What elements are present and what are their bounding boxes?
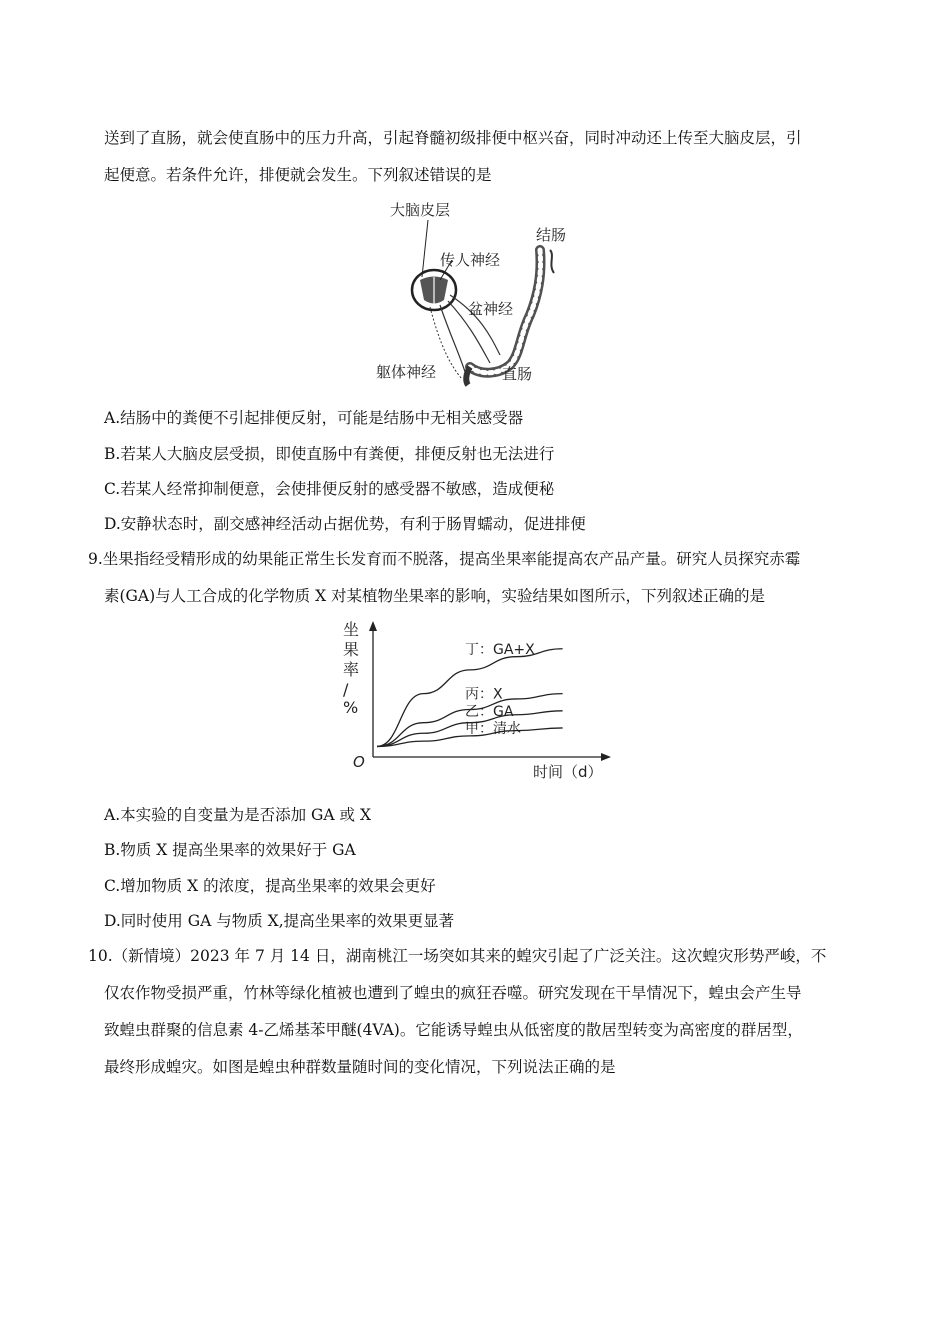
- x-axis-arrow: [601, 753, 611, 761]
- label-colon: 结肠: [536, 226, 567, 244]
- q10-stem-line-4: 最终形成蝗灾。如图是蝗虫种群数量随时间的变化情况，下列说法正确的是: [104, 1058, 616, 1076]
- y-axis-label-char-3: 率: [343, 660, 360, 679]
- q8-stem-line-2: 起便意。若条件允许，排便就会发生。下列叙述错误的是: [104, 166, 492, 184]
- label-rectum: 直肠: [502, 365, 533, 383]
- q8-option-b: B.若某人大脑皮层受损，即使直肠中有粪便，排便反射也无法进行: [104, 445, 555, 463]
- series-label-3: 甲：清水: [465, 720, 521, 737]
- q8-option-c: C.若某人经常抑制便意，会使排便反射的感受器不敏感，造成便秘: [104, 480, 555, 498]
- label-pelvic-nerve: 盆神经: [468, 300, 514, 318]
- x-axis-label: 时间（d）: [533, 763, 603, 781]
- q9-option-a: A.本实验的自变量为是否添加 GA 或 X: [104, 806, 372, 824]
- fruit-set-rate-chart: [325, 615, 625, 785]
- label-somatic-nerve: 躯体神经: [376, 363, 437, 381]
- origin-label: O: [353, 753, 365, 771]
- somatic-nerve-line: [440, 305, 466, 375]
- q10-stem-line-3: 致蝗虫群聚的信息素 4-乙烯基苯甲醚(4VA)。它能诱导蝗虫从低密度的散居型转变为高密度的群居型，: [104, 1021, 803, 1039]
- y-axis-arrow: [369, 621, 377, 631]
- q9-option-d: D.同时使用 GA 与物质 X,提高坐果率的效果更显著: [104, 912, 455, 930]
- q9-option-b: B.物质 X 提高坐果率的效果好于 GA: [104, 841, 356, 859]
- label-afferent-nerve: 传人神经: [440, 251, 501, 269]
- series-label-1: 丙：X: [465, 686, 503, 703]
- y-axis-label-char-1: 坐: [343, 620, 360, 639]
- y-axis-label-char-2: 果: [343, 640, 360, 659]
- q10-stem-line-1: 10.（新情境）2023 年 7 月 14 日，湖南桃江一场突如其来的蝗灾引起了广泛关注。这次蝗灾形势严峻，不: [88, 947, 827, 965]
- q8-option-a: A.结肠中的粪便不引起排便反射，可能是结肠中无相关感受器: [104, 409, 524, 427]
- defecation-reflex-diagram: [370, 195, 590, 390]
- q9-stem-line-2: 素(GA)与人工合成的化学物质 X 对某植物坐果率的影响，实验结果如图所示，下列叙述正确的是: [104, 587, 766, 605]
- q8-option-d: D.安静状态时，副交感神经活动占据优势，有利于肠胃蠕动，促进排便: [104, 515, 586, 533]
- series-label-2: 乙：GA: [465, 703, 514, 720]
- y-axis-label-char-5: %: [343, 698, 359, 717]
- q8-stem-line-1: 送到了直肠，就会使直肠中的压力升高，引起脊髓初级排便中枢兴奋，同时冲动还上传至大脑皮层，引: [104, 129, 802, 147]
- series-label-0: 丁：GA+X: [465, 641, 535, 658]
- label-cortex: 大脑皮层: [390, 201, 451, 219]
- q9-stem-line-1: 9.坐果指经受精形成的幼果能正常生长发育而不脱落，提高坐果率能提高农产品产量。研究人员探究赤霉: [88, 550, 801, 568]
- y-axis-label-char-4: /: [343, 680, 349, 699]
- q9-option-c: C.增加物质 X 的浓度，提高坐果率的效果会更好: [104, 877, 436, 895]
- q10-stem-line-2: 仅农作物受损严重，竹林等绿化植被也遭到了蝗虫的疯狂吞噬。研究发现在干旱情况下，蝗虫会产生导: [104, 984, 802, 1002]
